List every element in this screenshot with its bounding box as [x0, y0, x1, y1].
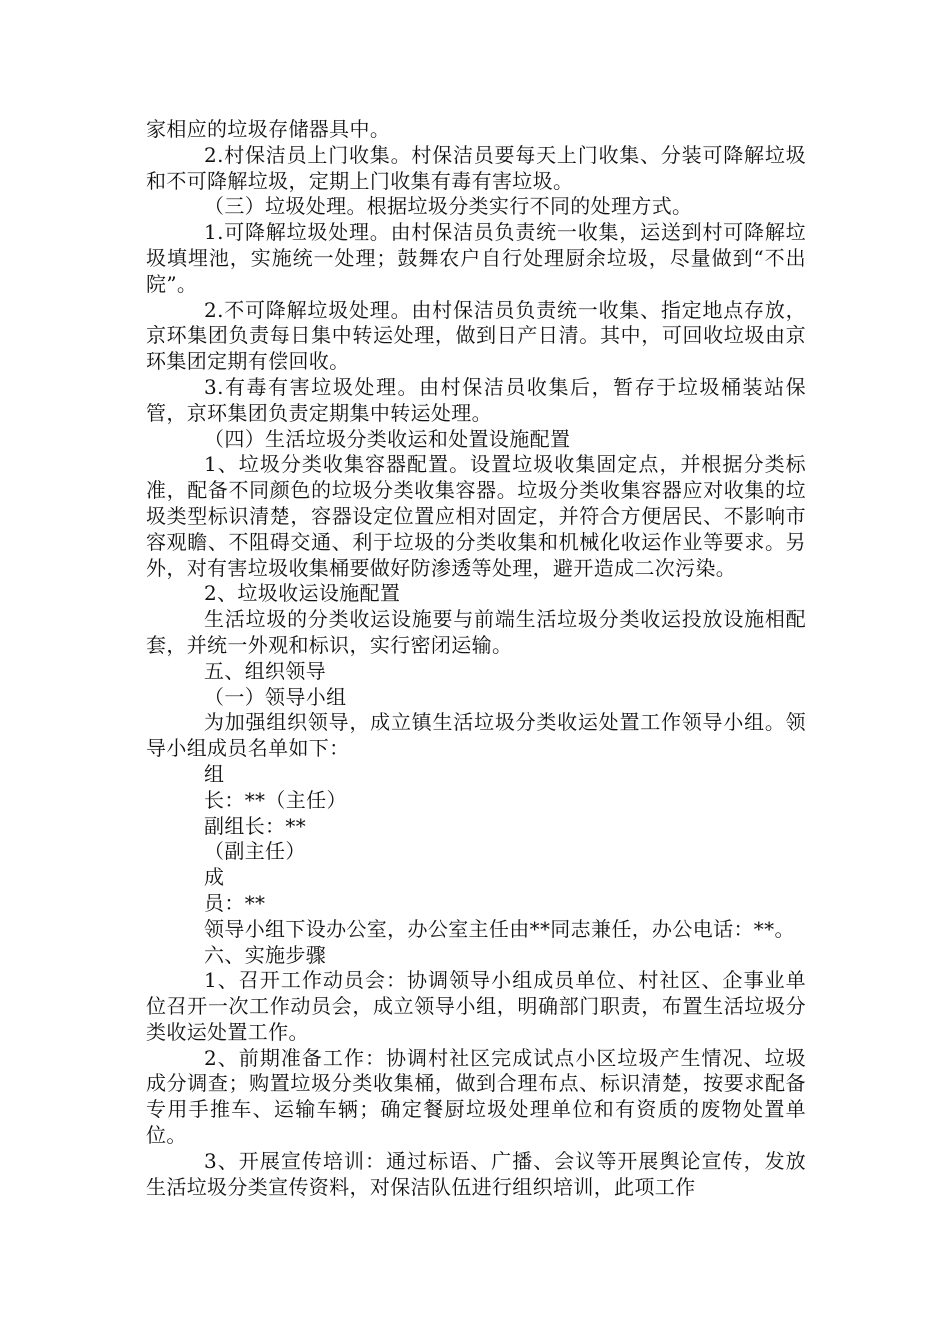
section-heading: （四）生活垃圾分类收运和处置设施配置	[204, 426, 571, 451]
subsection-heading: 2、垃圾收运设施配置	[204, 581, 401, 606]
paragraph: 3、开展宣传培训：通过标语、广播、会议等开展舆论宣传，发放生活垃圾分类宣传资料，对保洁队伍进行组织培训，此项工作	[146, 1148, 806, 1199]
member-line: （副主任）	[204, 839, 306, 864]
paragraph: 2.村保洁员上门收集。村保洁员要每天上门收集、分装可降解垃圾和不可降解垃圾，定期上门收集有毒有害垃圾。	[146, 142, 806, 193]
paragraph: 为加强组织领导，成立镇生活垃圾分类收运处置工作领导小组。领导小组成员名单如下：	[146, 710, 806, 761]
paragraph: 1、召开工作动员会：协调领导小组成员单位、村社区、企事业单位召开一次工作动员会，成立领导小组，明确部门职责，布置生活垃圾分类收运处置工作。	[146, 968, 806, 1044]
paragraph: 领导小组下设办公室，办公室主任由**同志兼任，办公电话：**。	[204, 916, 795, 941]
section-heading: 六、实施步骤	[204, 942, 327, 967]
paragraph: 1、垃圾分类收集容器配置。设置垃圾收集固定点，并根据分类标准，配备不同颜色的垃圾分类收集容器。垃圾分类收集容器应对收集的垃圾类型标识清楚，容器设定位置应相对固定，并符合方便居民、不影响市容观瞻、不阻碍交通、利于垃圾的分类收集和机械化收运作业等要求。另外，对有害垃圾收集桶要做好防渗透等处理，避开造成二次污染。	[146, 452, 806, 580]
paragraph: 2、前期准备工作：协调村社区完成试点小区垃圾产生情况、垃圾成分调查；购置垃圾分类收集桶，做到合理布点、标识清楚，按要求配备专用手推车、运输车辆；确定餐厨垃圾处理单位和有资质的废物处置单位。	[146, 1045, 806, 1148]
document-body	[146, 117, 806, 1200]
paragraph: 3.有毒有害垃圾处理。由村保洁员收集后，暂存于垃圾桶装站保管，京环集团负责定期集中转运处理。	[146, 374, 806, 425]
member-line: 成	[204, 865, 225, 890]
paragraph: 家相应的垃圾存储器具中。	[146, 117, 391, 141]
member-line: 组	[204, 761, 225, 786]
member-line: 副组长：**	[204, 813, 307, 838]
section-heading: 五、组织领导	[204, 658, 327, 683]
member-line: 员：**	[204, 890, 266, 915]
member-line: 长：**（主任）	[204, 787, 347, 812]
section-heading: （三）垃圾处理。根据垃圾分类实行不同的处理方式。	[204, 194, 693, 219]
subsection-heading: （一）领导小组	[204, 684, 347, 709]
paragraph: 1.可降解垃圾处理。由村保洁员负责统一收集，运送到村可降解垃圾填埋池，实施统一处理；鼓舞农户自行处理厨余垃圾，尽量做到“不出院”。	[146, 220, 806, 296]
paragraph: 2.不可降解垃圾处理。由村保洁员负责统一收集、指定地点存放，京环集团负责每日集中转运处理，做到日产日清。其中，可回收垃圾由京环集团定期有偿回收。	[146, 297, 806, 374]
paragraph: 生活垃圾的分类收运设施要与前端生活垃圾分类收运投放设施相配套，并统一外观和标识，实行密闭运输。	[146, 607, 806, 657]
